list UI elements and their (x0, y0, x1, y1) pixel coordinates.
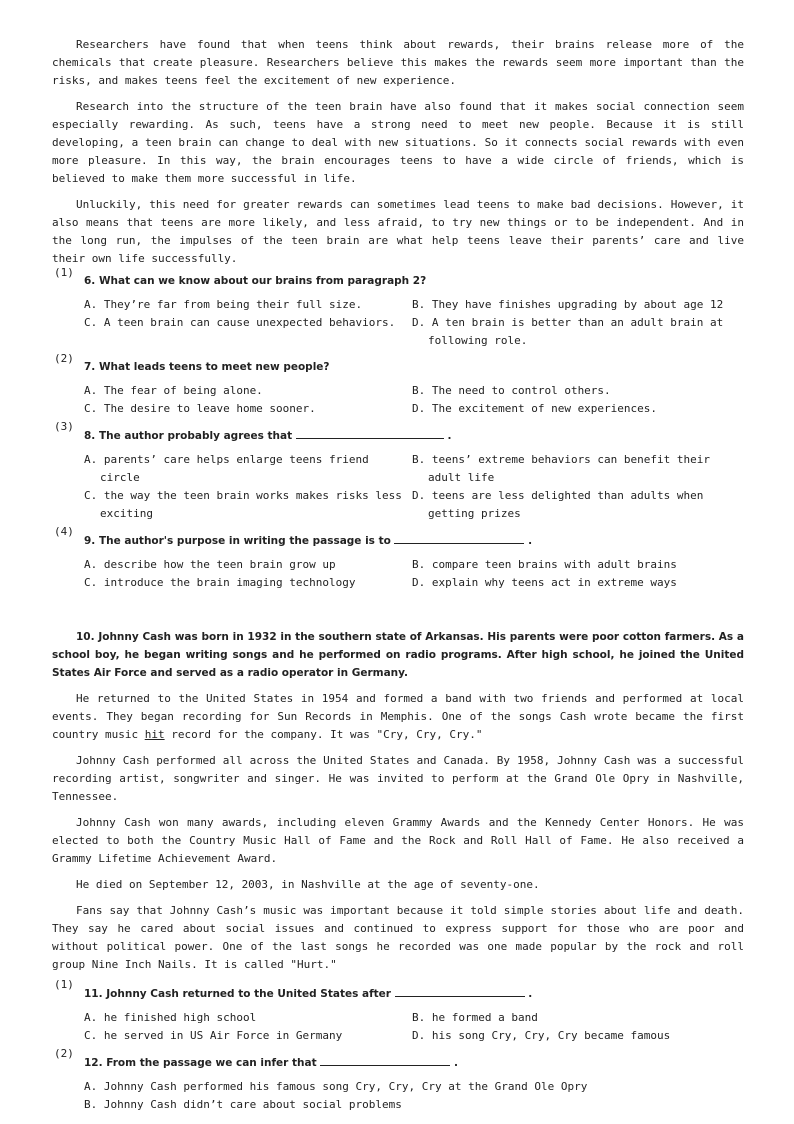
question-12 (52, 1047, 744, 1072)
question-number: (2) (54, 1047, 74, 1060)
question-number: (4) (54, 525, 74, 538)
question-text: 8. The author probably agrees that (84, 430, 293, 442)
option-c[interactable]: C. A teen brain can cause unexpected behaviors. (84, 316, 396, 329)
period: . (528, 535, 533, 547)
option-a[interactable]: A. describe how the teen brain grow up (84, 558, 336, 571)
question-8 (52, 420, 744, 445)
question-text-wrapper (84, 1053, 744, 1072)
section-spacer (52, 600, 744, 628)
question-9-options (84, 556, 744, 592)
passage2-paragraph-4: He died on September 12, 2003, in Nashville at the age of seventy-one. (76, 878, 540, 891)
option-d[interactable]: D. explain why teens act in extreme ways (412, 576, 677, 589)
option-a[interactable]: A. parents’ care helps enlarge teens friend circle (84, 453, 369, 484)
passage2-paragraph-2: Johnny Cash performed all across the United States and Canada. By 1958, Johnny Cash was a successful recording artist, songwriter and singer. He was invited to perform at the Grand Ole Opry in Nashville, Tennessee. (52, 754, 744, 803)
option-c[interactable]: C. he served in US Air Force in Germany (84, 1029, 343, 1042)
passage2-paragraph-3: Johnny Cash won many awards, including eleven Grammy Awards and the Kennedy Center Honors. He was elected to both the Country Music Hall of Fame and the Rock and Roll Hall of Fame. He also received a Grammy Lifetime Achievement Award. (52, 816, 744, 865)
question-6-options (84, 296, 744, 350)
question-text: 9. The author's purpose in writing the passage is to (84, 535, 391, 547)
question-text-wrapper (84, 984, 744, 1003)
passage2-paragraph-1 (52, 690, 744, 744)
option-d[interactable]: D. A ten brain is better than an adult brain at following role. (412, 316, 724, 347)
option-d[interactable]: D. his song Cry, Cry, Cry became famous (412, 1029, 671, 1042)
exam-page (52, 36, 744, 1122)
passage2-paragraph-5: Fans say that Johnny Cash’s music was important because it told simple stories about life and death. They say he cared about social issues and continued to express support for those who are poor and without political power. One of the last songs he recorded was one made popular by the rock and roll group Nine Inch Nails. It is called "Hurt." (52, 904, 744, 971)
question-6 (52, 266, 744, 290)
option-b[interactable]: B. he formed a band (412, 1011, 538, 1024)
option-a[interactable]: A. They’re far from being their full size. (84, 298, 363, 311)
option-a[interactable]: A. The fear of being alone. (84, 384, 263, 397)
question-number: (3) (54, 420, 74, 433)
question-text-wrapper (84, 426, 744, 445)
passage1-paragraph-1: Researchers have found that when teens think about rewards, their brains release more of the chemicals that create pleasure. Researchers believe this makes the rewards seem more important than the risks, and makes teens feel the excitement of new experience. (52, 38, 744, 87)
answer-blank[interactable] (394, 531, 524, 544)
paragraph-text: record for the company. It was "Cry, Cry, Cry." (164, 728, 483, 741)
option-c[interactable]: C. The desire to leave home sooner. (84, 402, 316, 415)
option-a[interactable]: A. Johnny Cash performed his famous song Cry, Cry, Cry at the Grand Ole Opry (84, 1080, 588, 1093)
question-number: (1) (54, 266, 74, 279)
question-text: 6. What can we know about our brains from paragraph 2? (84, 275, 427, 287)
option-c[interactable]: C. the way the teen brain works makes risks less exciting (84, 489, 402, 520)
period: . (447, 430, 452, 442)
question-number: (2) (54, 352, 74, 365)
option-c[interactable]: C. introduce the brain imaging technology (84, 576, 356, 589)
question-11-options (84, 1009, 744, 1045)
option-b[interactable]: B. compare teen brains with adult brains (412, 558, 677, 571)
option-b[interactable]: B. The need to control others. (412, 384, 611, 397)
answer-blank[interactable] (320, 1053, 450, 1066)
option-d[interactable]: D. The excitement of new experiences. (412, 402, 658, 415)
question-7 (52, 352, 744, 376)
period: . (528, 988, 533, 1000)
option-b[interactable]: B. Johnny Cash didn’t care about social problems (84, 1098, 402, 1111)
question-7-options (84, 382, 744, 418)
option-b[interactable]: B. They have finishes upgrading by about age 12 (412, 298, 724, 311)
passage1-paragraph-3: Unluckily, this need for greater rewards can sometimes lead teens to make bad decisions. However, it also means that teens are more likely, and less afraid, to try new things or to be independent. And in the long run, the impulses of the teen brain are what help teens leave their parents’ care and live their own life successfully. (52, 198, 744, 265)
answer-blank[interactable] (395, 984, 525, 997)
question-8-options (84, 451, 744, 523)
option-a[interactable]: A. he finished high school (84, 1011, 257, 1024)
passage1-paragraph-2: Research into the structure of the teen brain have also found that it makes social connection seem especially rewarding. As such, teens have a strong need to meet new people. Because it is still developing, a teen brain can change to deal with new situations. So it connects social rewards with even more pleasure. In this way, the brain encourages teens to have a wide circle of friends, which is believed to make them more successful in life. (52, 100, 744, 185)
question-text-wrapper (84, 531, 744, 550)
period: . (453, 1057, 458, 1069)
underlined-word: hit (144, 728, 165, 741)
question-text: 7. What leads teens to meet new people? (84, 361, 330, 373)
question-text: 12. From the passage we can infer that (84, 1057, 317, 1069)
paragraph-text: He returned to the United States in 1954 and formed a band with two friends and performed at local events. They began recording for Sun Records in Memphis. One of the songs Cash wrote became the first country music (52, 692, 744, 741)
passage2-intro: 10. Johnny Cash was born in 1932 in the southern state of Arkansas. His parents were poor cotton farmers. As a school boy, he began writing songs and he performed on radio programs. After high school, he joined the United States Air Force and served as a radio operator in Germany. (52, 631, 744, 679)
question-text: 11. Johnny Cash returned to the United States after (84, 988, 391, 1000)
question-9 (52, 525, 744, 550)
option-d[interactable]: D. teens are less delighted than adults when getting prizes (412, 489, 704, 520)
answer-blank[interactable] (296, 426, 444, 439)
question-12-options (84, 1078, 744, 1114)
question-11 (52, 978, 744, 1003)
option-b[interactable]: B. teens’ extreme behaviors can benefit their adult life (412, 453, 711, 484)
question-number: (1) (54, 978, 74, 991)
